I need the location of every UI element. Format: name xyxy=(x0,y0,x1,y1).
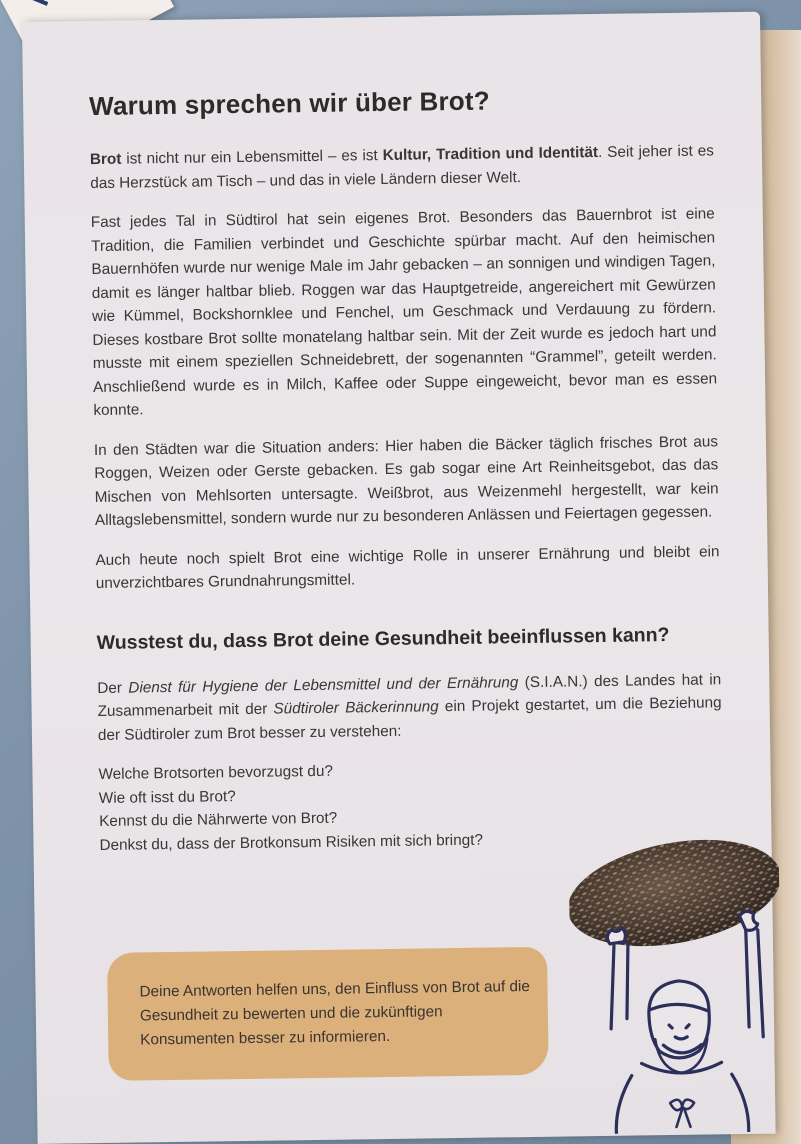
intro-text-1: ist nicht nur ein Lebensmittel – es ist xyxy=(121,146,383,168)
intro-text-2: . Seit jeher ist es das Herzstück am Tisch – und das in viele Ländern dieser Welt. xyxy=(90,142,715,192)
paragraph-bauernbrot: Fast jedes Tal in Südtirol hat sein eigenes Brot. Besonders das Bauernbrot ist eine Tradition, die Familien verbindet und Geschichte spürbar macht. Auf den heimischen Bauernhöfen wurde nur wenige Male im Jahr gebacken – an sonnigen und windigen Tagen, damit es länger haltbar blieb. Roggen war das Hauptgetreide, angereichert mit Gewürzen wie Kümmel, Bockshornklee und Fenchel, um Geschmack und Verdauung zu fördern. Dieses kostbare Brot sollte monatelang haltbar sein. Mit der Zeit wurde es jedoch hart und musste mit einem speziellen Schneidebrett, der sogenannten “Grammel”, geteilt werden. Anschließend wurde es in Milch, Kaffee oder Suppe eingeweicht, bevor man es essen konnte. xyxy=(90,205,718,420)
question-item: Kennst du die Nährwerte von Brot? xyxy=(99,809,338,830)
project-italic-2: Südtiroler Bäckerinnung xyxy=(273,698,439,718)
corner-stripe xyxy=(10,0,64,6)
intro-paragraph xyxy=(90,139,715,195)
page-title: Warum sprechen wir über Brot? xyxy=(88,85,491,122)
intro-bold-start: Brot xyxy=(89,150,122,169)
question-item: Wie oft isst du Brot? xyxy=(98,787,236,807)
project-text-1: Der xyxy=(97,679,129,697)
question-item: Denkst du, dass der Brotkonsum Risiken mit sich bringt? xyxy=(99,831,484,854)
baker-illustration xyxy=(568,812,782,1135)
brochure-page xyxy=(22,12,776,1144)
project-text-2: (S.I.A.N.) des Landes hat in Zusammenarbeit mit der xyxy=(97,670,722,721)
callout-text: Deine Antworten helfen uns, den Einfluss von Brot auf die Gesundheit zu bewerten und die zukünftigen Konsumenten besser zu informieren. xyxy=(139,978,530,1049)
callout-box xyxy=(107,947,549,1081)
project-italic-1: Dienst für Hygiene der Lebensmittel und der Ernährung xyxy=(128,673,519,697)
intro-bold-mid: Kultur, Tradition und Identität xyxy=(382,143,599,164)
project-text-3: ein Projekt gestartet, um die Beziehung der Südtiroler zum Brot besser zu verstehen: xyxy=(97,694,722,744)
section-heading: Wusstest du, dass Brot deine Gesundheit beeinflussen kann? xyxy=(96,623,670,654)
page-content xyxy=(89,82,724,857)
bread-loaf-icon xyxy=(568,823,782,962)
question-item: Welche Brotsorten bevorzugst du? xyxy=(98,762,334,784)
paragraph-heute: Auch heute noch spielt Brot eine wichtige Rolle in unserer Ernährung und bleibt ein unverzichtbares Grundnahrungsmittel. xyxy=(95,542,720,593)
paragraph-staedte: In den Städten war die Situation anders: Hier haben die Bäcker täglich frisches Brot aus Roggen, Weizen oder Gerste gebacken. Es gab sogar eine Art Reinheitsgebot, das das Mischen von Mehlsorten untersagte. Weißbrot, aus Weizenmehl hergestellt, war kein Alltagslebensmittel, sondern wurde nur zu besonderen Anlässen und Feiertagen gegessen. xyxy=(93,432,719,530)
project-paragraph xyxy=(97,668,722,747)
